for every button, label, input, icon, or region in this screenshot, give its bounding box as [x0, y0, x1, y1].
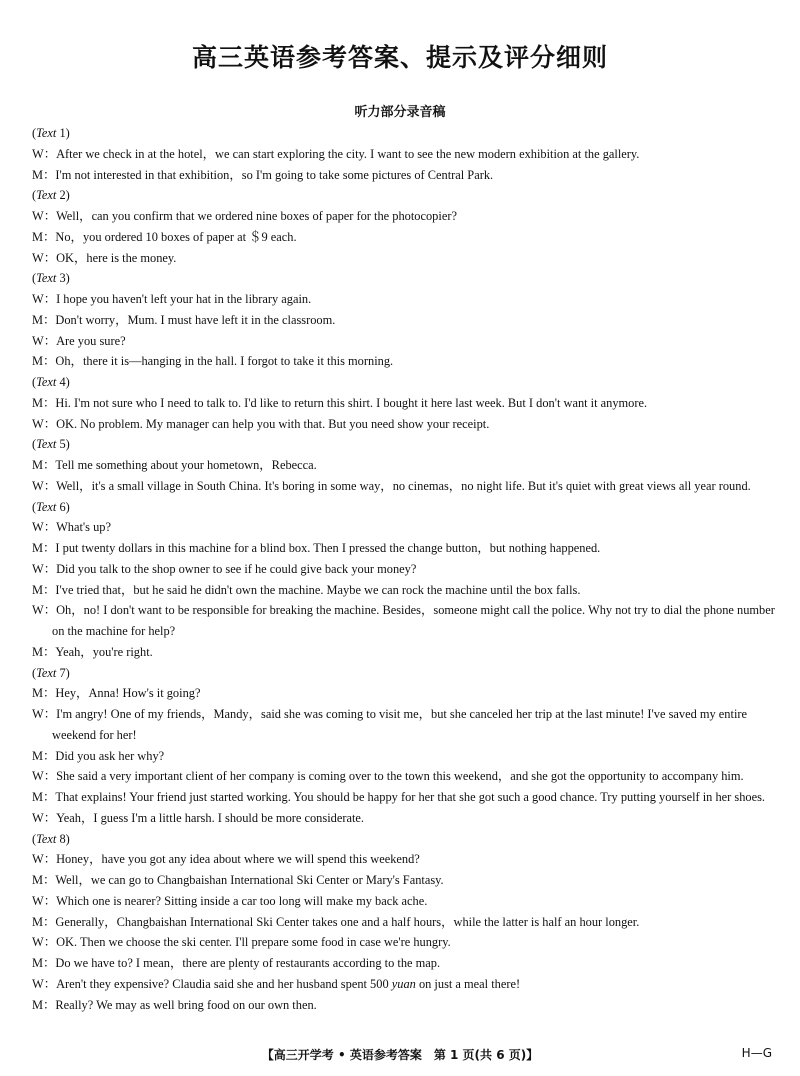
dialogue-line: W：After we check in at the hotel，we can start exploring the city. I want to see the new modern exhibition at the gallery.: [32, 146, 640, 161]
dialogue-line: W：Well，it's a small village in South China. It's boring in some way，no cinemas，no night life. But it's quiet with great views all year round.: [32, 478, 751, 493]
dialogue-line: W：I hope you haven't left your hat in the library again.: [32, 292, 312, 306]
text-label: (Text 1): [32, 126, 70, 140]
dialogue-line: W：What's up?: [32, 520, 111, 535]
dialogue-line: W：Yeah，I guess I'm a little harsh. I should be more considerate.: [32, 810, 364, 825]
text-label: (Text 5): [32, 437, 70, 452]
dialogue-line: M：Did you ask her why?: [32, 748, 165, 763]
text-label: (Text 4): [32, 375, 70, 389]
dialogue-line: W：Aren't they expensive? Claudia said she and her husband spent 500 yuan on just a meal there!: [32, 976, 521, 991]
dialogue-line: M：Generally，Changbaishan International Ski Center takes one and a half hours，while the latter is half an hour longer.: [32, 914, 640, 929]
dialogue-line: M：Really? We may as well bring food on our own then.: [32, 997, 317, 1012]
footer-code: H—G: [741, 1046, 772, 1060]
dialogue-line: W：Oh，no! I don't want to be responsible for breaking the machine. Besides，someone might call the police. Why not try to dial the phone number on the machine for help?: [32, 603, 775, 638]
dialogue-line: M：Hi. I'm not sure who I need to talk to. I'd like to return this shirt. I bought it here last week. But I don't want it anymore.: [32, 395, 648, 410]
dialogue-line: M：Don't worry，Mum. I must have left it in the classroom.: [32, 312, 336, 327]
dialogue-line: M：I put twenty dollars in this machine for a blind box. Then I pressed the change button，but nothing happened.: [32, 541, 601, 555]
dialogue-line: M：No，you ordered 10 boxes of paper at ＄9 each.: [32, 229, 297, 244]
dialogue-line: W：Honey，have you got any idea about where we will spend this weekend?: [32, 852, 420, 867]
dialogue-line: M：I'm not interested in that exhibition，so I'm going to take some pictures of Central Park.: [32, 167, 494, 182]
text-label: (Text 2): [32, 188, 70, 203]
dialogue-line: W：I'm angry! One of my friends，Mandy，said she was coming to visit me，but she canceled her trip at the last minute! I've saved my entire weekend for her!: [32, 707, 748, 742]
dialogue-line: M：Yeah，you're right.: [32, 644, 153, 659]
page-title: 高三英语参考答案、提示及评分细则: [191, 43, 608, 72]
dialogue-line: W：OK，here is the money.: [32, 250, 177, 265]
text-label: (Text 3): [32, 271, 70, 286]
text-label: (Text 8): [32, 831, 70, 846]
text-label: (Text 6): [32, 499, 70, 514]
dialogue-line: M：Oh，there it is—hanging in the hall. I forgot to take it this morning.: [32, 354, 394, 369]
dialogue-line: M：Well，we can go to Changbaishan International Ski Center or Mary's Fantasy.: [32, 873, 444, 887]
dialogue-line: W：OK. No problem. My manager can help you with that. But you need show your receipt.: [32, 416, 490, 431]
dialogue-line: W：Are you sure?: [32, 333, 126, 348]
footer-page-info: 【高三开学考 • 英语参考答案 第 1 页(共 6 页)】: [261, 1048, 539, 1062]
text-label: (Text 7): [32, 665, 70, 680]
dialogue-line: W：OK. Then we choose the ski center. I'll prepare some food in case we're hungry.: [32, 935, 451, 950]
dialogue-line: W：Which one is nearer? Sitting inside a car too long will make my back ache.: [32, 893, 428, 908]
transcript-body: [32, 123, 776, 1015]
dialogue-line: W：Well，can you confirm that we ordered nine boxes of paper for the photocopier?: [32, 209, 457, 223]
dialogue-line: W：Did you talk to the shop owner to see if he could give back your money?: [32, 561, 417, 576]
dialogue-line: W：She said a very important client of her company is coming over to the town this weekend，and she got the opportunity to accompany him.: [32, 769, 744, 784]
dialogue-line: M：Hey，Anna! How's it going?: [32, 686, 201, 701]
dialogue-line: M：Do we have to? I mean，there are plenty of restaurants according to the map.: [32, 956, 441, 970]
dialogue-line: M：I've tried that，but he said he didn't own the machine. Maybe we can rock the machine until the box falls.: [32, 582, 581, 597]
dialogue-line: M：Tell me something about your hometown，Rebecca.: [32, 458, 317, 472]
page-footer: [0, 1046, 800, 1066]
dialogue-line: M：That explains! Your friend just started working. You should be happy for her that she got such a good chance. Try putting yourself in her shoes.: [32, 790, 766, 804]
section-subtitle: 听力部分录音稿: [354, 105, 446, 120]
